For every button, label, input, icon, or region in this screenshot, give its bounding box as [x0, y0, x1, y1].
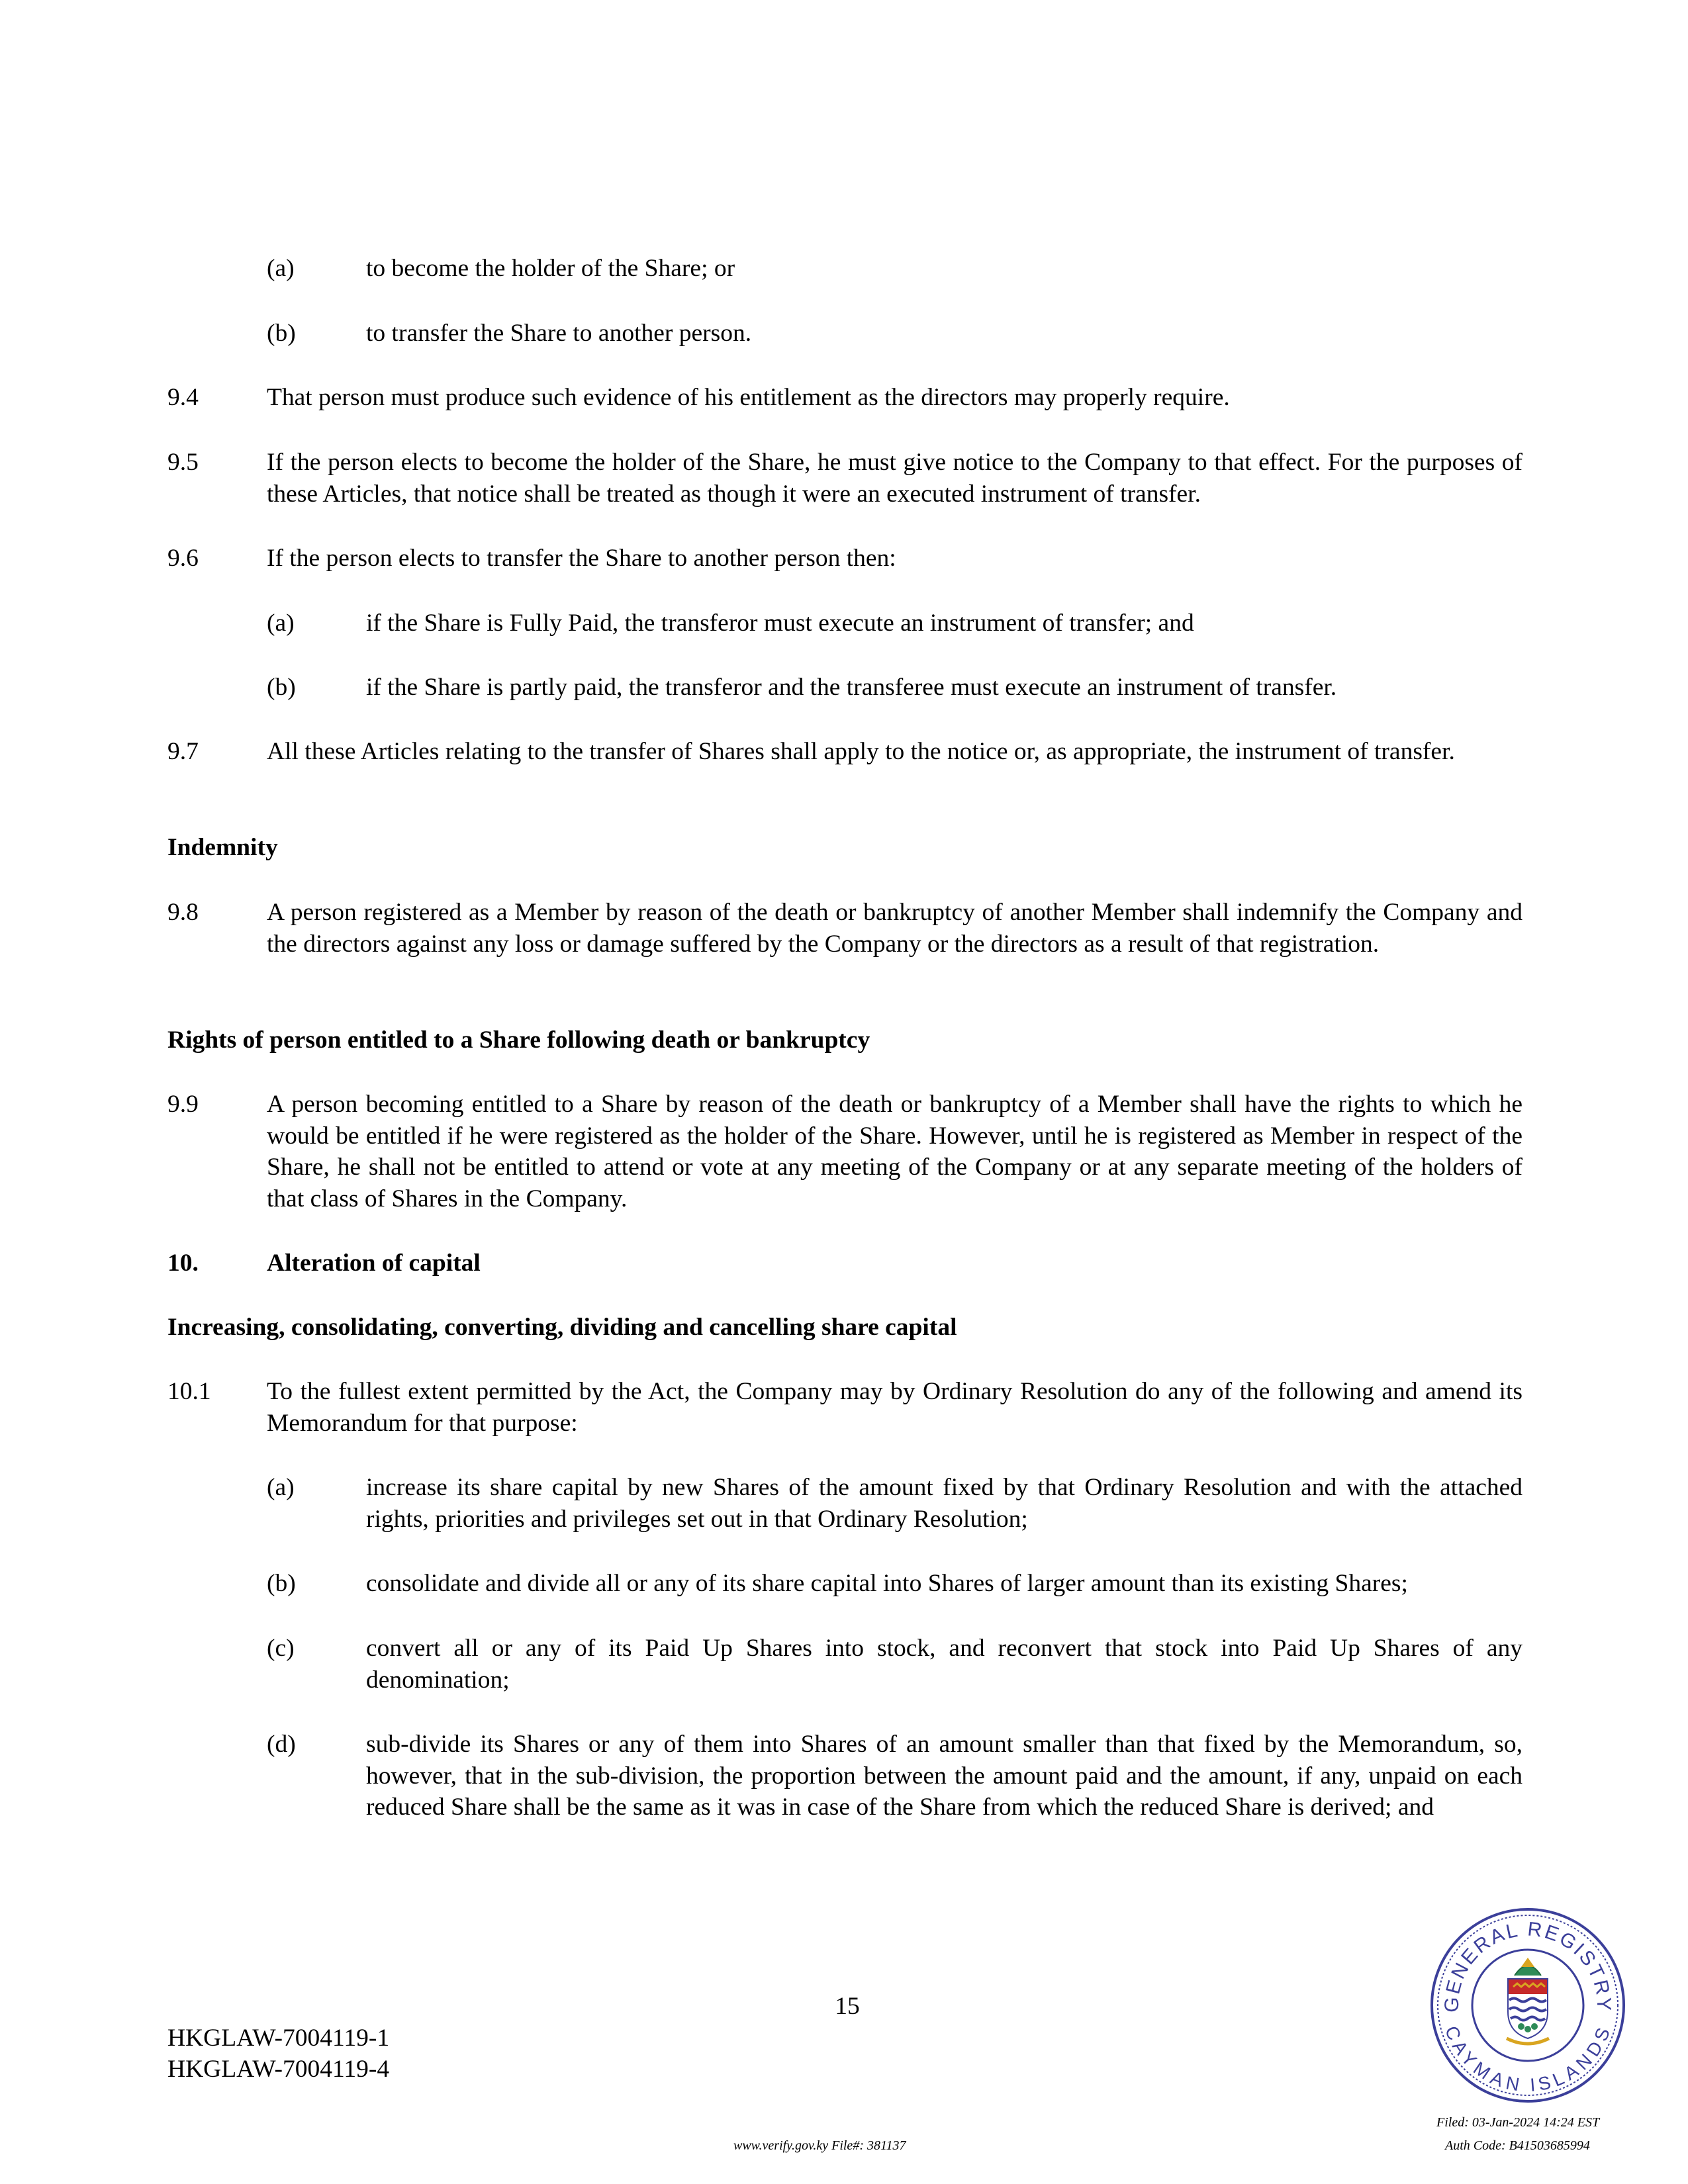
- section-heading-increasing: Increasing, consolidating, converting, dividing and cancelling share capital: [167, 1314, 957, 1341]
- clause-number: 9.8: [167, 899, 199, 926]
- item-text: to become the holder of the Share; or: [366, 255, 735, 282]
- section-number: 10.: [167, 1250, 199, 1277]
- item-text: sub-divide its Shares or any of them into Shares of an amount smaller than that fixed by the Memorandum, so, however, that in the sub-division, the proportion between the amount paid and the amount, if any, unpaid on each reduced Share shall be the same as it was in case of the Share from which the reduced Share is derived; and: [366, 1731, 1523, 1821]
- section-title: Alteration of capital: [267, 1250, 481, 1277]
- item-number: (d): [267, 1731, 296, 1758]
- section-heading-indemnity: Indemnity: [167, 834, 278, 861]
- clause-number: 9.9: [167, 1091, 199, 1118]
- item-text: convert all or any of its Paid Up Shares into stock, and reconvert that stock into Paid Up Shares of any denomination;: [366, 1635, 1523, 1694]
- clause-text: All these Articles relating to the transfer of Shares shall apply to the notice or, as appropriate, the instrument of transfer.: [267, 738, 1455, 765]
- clause-text: A person becoming entitled to a Share by reason of the death or bankruptcy of a Member shall have the rights to which he would be entitled if he were registered as the holder of the Share. However, until he is registered as Member in respect of the Share, he shall not be entitled to attend or vote at any meeting of the Company or at any separate meeting of the holders of that class of Shares in the Company.: [267, 1091, 1523, 1212]
- item-text: if the Share is Fully Paid, the transferor must execute an instrument of transfer; and: [366, 610, 1194, 637]
- item-number: (a): [267, 1474, 295, 1501]
- item-text: increase its share capital by new Shares of the amount fixed by that Ordinary Resolution and with the attached rights, priorities and privileges set out in that Ordinary Resolution;: [366, 1474, 1523, 1533]
- item-number: (a): [267, 610, 295, 637]
- clause-number: 9.5: [167, 449, 199, 476]
- general-registry-seal: [1429, 1906, 1627, 2105]
- auth-code: Auth Code: B41503685994: [1445, 2138, 1590, 2153]
- clause-text: A person registered as a Member by reason of the death or bankruptcy of another Member shall indemnify the Company and the directors against any loss or damage suffered by the Company or the directors as a result of that registration.: [267, 899, 1523, 958]
- clause-number: 10.1: [167, 1378, 211, 1405]
- clause-text: To the fullest extent permitted by the Act, the Company may by Ordinary Resolution do any of the following and amend its Memorandum for that purpose:: [267, 1378, 1523, 1437]
- seal-bottom-text: CAYMAN ISLANDS: [1440, 2023, 1615, 2096]
- item-text: to transfer the Share to another person.: [366, 320, 752, 347]
- verify-link[interactable]: www.verify.gov.ky File#: 381137: [733, 2138, 906, 2153]
- item-number: (b): [267, 320, 296, 347]
- item-number: (b): [267, 674, 296, 701]
- item-number: (c): [267, 1635, 295, 1662]
- item-text: if the Share is partly paid, the transferor and the transferee must execute an instrument of transfer.: [366, 674, 1337, 701]
- page-number: 15: [835, 1993, 860, 2020]
- section-heading-rights: Rights of person entitled to a Share following death or bankruptcy: [167, 1026, 870, 1054]
- seal-top-text: GENERAL REGISTRY: [1440, 1918, 1615, 2013]
- clause-text: That person must produce such evidence of his entitlement as the directors may properly require.: [267, 384, 1230, 411]
- doc-ref: HKGLAW-7004119-1: [167, 2025, 390, 2052]
- clause-number: 9.4: [167, 384, 199, 411]
- clause-number: 9.7: [167, 738, 199, 765]
- filed-stamp: Filed: 03-Jan-2024 14:24 EST: [1436, 2115, 1600, 2130]
- item-number: (b): [267, 1570, 296, 1597]
- item-text: consolidate and divide all or any of its share capital into Shares of larger amount than its existing Shares;: [366, 1570, 1408, 1597]
- clause-text: If the person elects to transfer the Share to another person then:: [267, 545, 896, 572]
- clause-number: 9.6: [167, 545, 199, 572]
- clause-text: If the person elects to become the holder of the Share, he must give notice to the Company to that effect. For the purposes of these Articles, that notice shall be treated as though it were an executed instrument of transfer.: [267, 449, 1523, 508]
- doc-ref: HKGLAW-7004119-4: [167, 2056, 390, 2083]
- item-number: (a): [267, 255, 295, 282]
